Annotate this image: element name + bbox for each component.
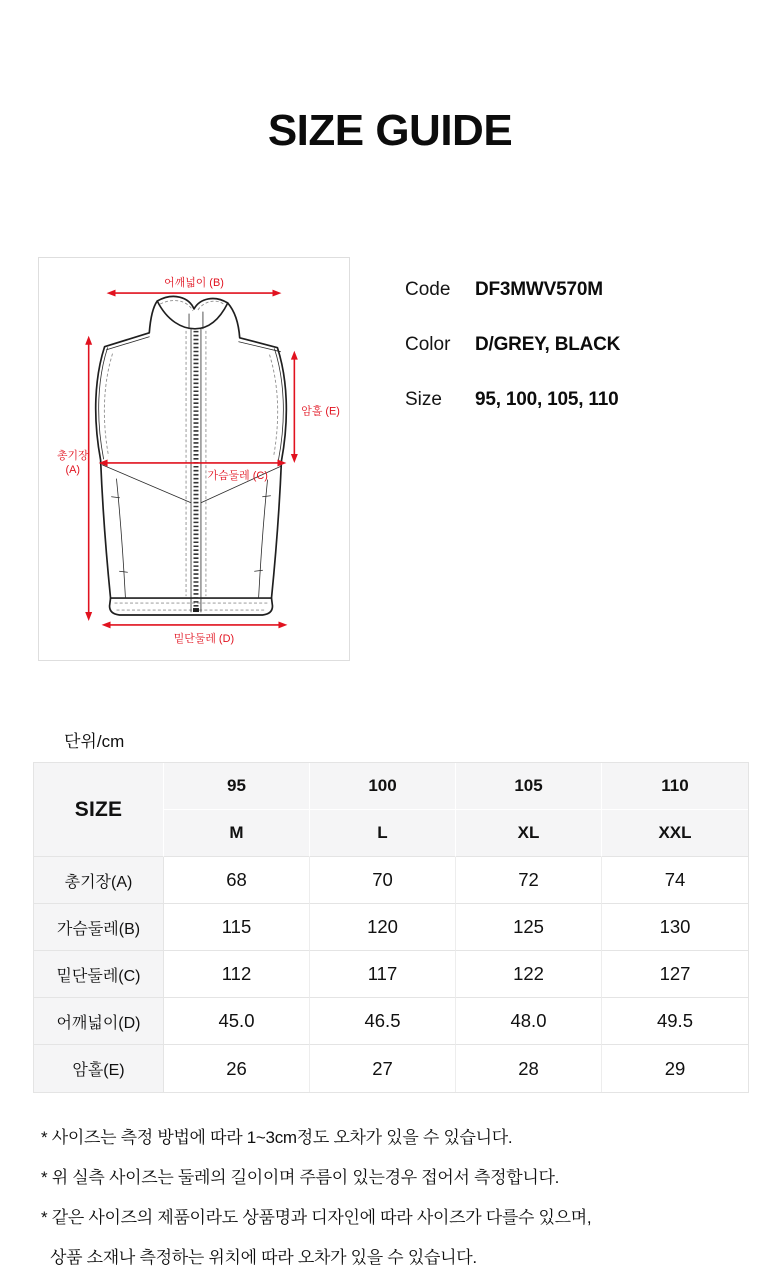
cell-value: 27 [310,1045,456,1092]
table-header-row-sizes [34,763,748,810]
cell-value: 29 [664,1057,686,1079]
cell-value: 48.0 [456,998,602,1045]
diagram-label-chest: 가슴둘레 (C) [207,469,268,482]
col-header-110: 110 [602,763,748,810]
col-header-95: 95 [164,763,310,810]
cell-value: 112 [164,951,310,998]
col-subheader-xl: XL [456,810,602,857]
cell-value: 117 [310,951,456,998]
cell-value: 68 [164,857,310,904]
row-label: 암홀(E) [34,1045,164,1092]
cell-value: 46.5 [310,998,456,1045]
table-corner-size: SIZE [34,763,164,857]
product-color-row [405,334,620,355]
cell-value: 26 [164,1045,310,1092]
footnotes [41,1128,591,1280]
vest-diagram-svg [39,258,349,660]
product-code-value: DF3MWV570M [475,279,603,300]
product-color-value: D/GREY, BLACK [475,334,621,355]
diagram-label-length: 총기장 [56,450,89,462]
diagram-label-armhole: 암홀 (E) [301,405,340,418]
col-header-105: 105 [456,763,602,810]
page-title: SIZE GUIDE [267,106,513,155]
col-subheader-xxl: XXL [602,810,748,857]
cell-value: 45.0 [164,998,310,1045]
diagram-label-hem: 밑단둘레 (D) [173,632,235,645]
table-row-armhole [34,1045,748,1092]
table-row-hem [34,951,748,998]
product-size-row [405,389,620,410]
footnote-line: * 사이즈는 측정 방법에 따라 1~3cm정도 오차가 있을 수 있습니다. [41,1128,513,1147]
row-label: 총기장(A) [34,857,164,904]
footnote-line: * 위 실측 사이즈는 둘레의 길이이며 주름이 있는경우 접어서 측정합니다. [41,1168,560,1187]
table-row-total-length [34,857,748,904]
cell-value: 28 [456,1045,602,1092]
cell-value: 115 [164,904,310,951]
cell-value: 72 [456,857,602,904]
product-code-row [405,279,620,300]
row-label: 밑단둘레(C) [34,951,164,998]
cell-value: 120 [310,904,456,951]
cell-value: 122 [456,951,602,998]
cell-value: 125 [456,904,602,951]
row-label: 가슴둘레(B) [34,904,164,951]
product-color-label: Color [405,334,451,355]
col-subheader-l: L [310,810,456,857]
row-label: 어깨넓이(D) [34,998,164,1045]
product-size-label: Size [405,389,442,410]
diagram-label-shoulder: 어깨넓이 (B) [164,277,224,290]
unit-label: 단위/cm [64,732,125,751]
zipper-stop [193,608,199,612]
size-table [33,762,749,1093]
footnote-line: * 같은 사이즈의 제품이라도 상품명과 디자인에 따라 사이즈가 다를수 있으며, [41,1208,592,1227]
product-size-value: 95, 100, 105, 110 [475,389,619,410]
col-subheader-m: M [164,810,310,857]
cell-value: 127 [602,951,748,998]
col-header-100: 100 [310,763,456,810]
cell-value: 49.5 [602,998,748,1045]
cell-value: 70 [310,857,456,904]
footnote-line: 상품 소재나 측정하는 위치에 따라 오차가 있을 수 있습니다. [50,1248,477,1267]
table-row-shoulder [34,998,748,1045]
product-code-label: Code [405,279,451,300]
vest-measurement-diagram [38,257,350,661]
diagram-label-length-letter: (A) [65,463,81,476]
cell-value: 130 [602,904,748,951]
product-info [405,279,620,444]
cell-value: 74 [602,857,748,904]
table-row-chest [34,904,748,951]
